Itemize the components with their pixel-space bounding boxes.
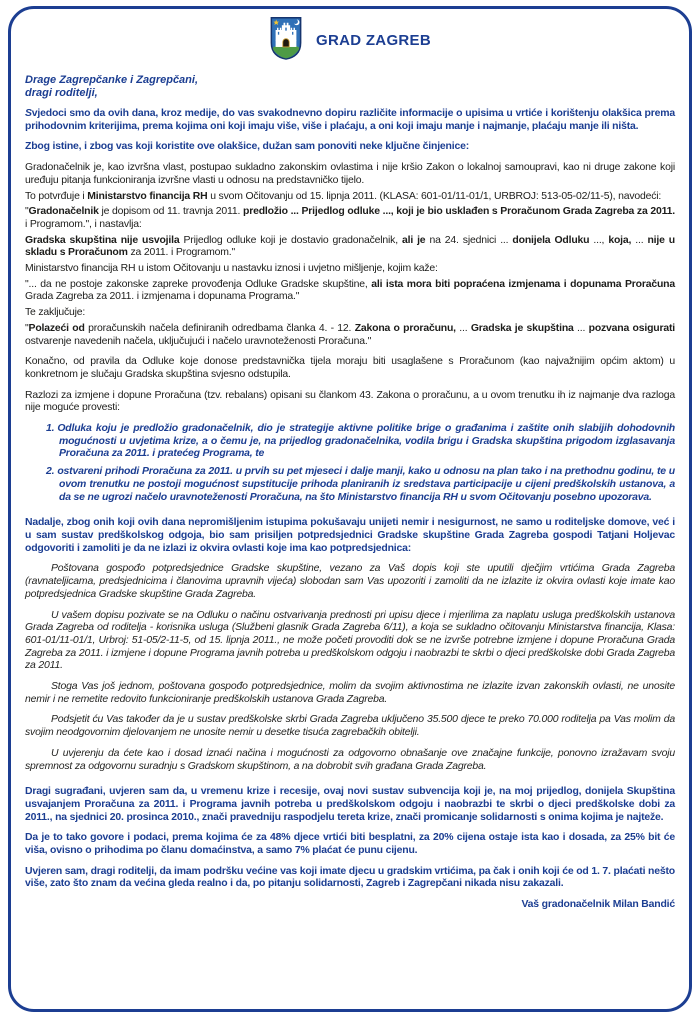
paragraph: Poštovana gospođo potpredsjednice Gradske skupštine, vezano za Vaš dopis koji ste uputili dječjim vrtićima Grada Zagreba (ravnateljicama, predsjednicima i članovima upravnih vijeća) slobodan sam Vas upozoriti i zamoliti da ne izlazite iz okvira ovlasti koje imate kao potpredsjednica Gradske skupštine Grada Zagreba. xyxy=(25,563,675,600)
paragraph: Gradonačelnik je, kao izvršna vlast, postupao sukladno zakonskim ovlastima i nije kršio Zakon o lokalnoj samoupravi, kao ni druge zakone koji uređuju pitanja funkcioniranja izvršne vlasti u odnosu na predstavničko tijelo. xyxy=(25,162,675,186)
paragraph: Podsjetit ću Vas također da je u sustav predškolske skrbi Grada Zagreba uključeno 35.500 djece te preko 70.000 roditelja pa Vas molim da svojim neodgovornim djelovanjem ne unosite nemir u desetke tisuća zagrebačkih obitelji. xyxy=(25,714,675,739)
paragraph: U vašem dopisu pozivate se na Odluku o načinu ostvarivanja prednosti pri upisu djece i mjerilima za naplatu usluga predškolskih ustanova Grada Zagreba od roditelja - korisnika usluga (Službeni glasnik Grada Zagreba 6/11), a koja se sukladno očitovanju Ministarstva financija, Klasa: 601-01/11-01/1, Urbroj: 51-05/2-11-5, od 15. lipnja 2011., ne može početi provoditi dok se ne izvrše potrebne izmjene i dopune Proračuna Grada Zagreba za 2011. i izmjene i dopune Programa javnih potreba u predškolskom odgoju i naobrazbi te skrbi o djeci predškolske dobi Grada Zagreba za 2011. xyxy=(25,609,675,672)
paragraph: Razlozi za izmjene i dopune Proračuna (tzv. rebalans) opisani su člankom 43. Zakona o proračunu, a u ovom trenutku ih iz najmanje dva razloga nije moguće provesti: xyxy=(25,389,675,414)
paragraph: Konačno, od pravila da Odluke koje donose predstavnička tijela moraju biti usaglašene s Proračunom (kao najvažnijim općim aktom) u konkretnom je slučaju Gradska skupština svjesno odstupila. xyxy=(25,356,675,380)
greeting-line-2: dragi roditelji, xyxy=(25,87,98,99)
paragraph: "Polazeći od proračunskih načela definiranih odredbama članka 4. - 12. Zakona o proračunu, ... Gradska je skupština ... pozvana osigurati ostvarenje navedenih načela, uključujući i načelo uravnoteženosti Proračuna." xyxy=(25,322,675,347)
paragraph: Ministarstvo financija RH u istom Očitovanju u nastavku iznosi i uvjetno mišljenje, kojim kaže: xyxy=(25,263,438,275)
org-title: GRAD ZAGREB xyxy=(316,31,431,49)
greeting-line-1: Drage Zagrepčanke i Zagrepčani, xyxy=(25,74,199,86)
zagreb-coat-of-arms-icon xyxy=(269,15,303,66)
list-item: 2. ostvareni prihodi Proračuna za 2011. u prvih su pet mjeseci i dalje manji, kako u odnosu na plan tako i na prethodnu godinu, te u ovom trenutku ne postoji mogućnost supstitucije prihoda planiranih iz sredstava participacije u cijeni predškolskih ustanova, a da se ne ugrozi načelo uravnoteženosti Proračuna, na što Ministarstvo financija RH u svom Očitovanju posebno upozorava. xyxy=(46,466,675,503)
paragraph: Zbog istine, i zbog vas koji koristite ove olakšice, dužan sam ponoviti neke ključne činjenice: xyxy=(25,141,470,153)
paragraph: Stoga Vas još jednom, poštovana gospođo potpredsjednice, molim da svojim aktivnostima ne izlazite izvan zakonskih ovlasti, ne unosite nemir i ne remetite redovito funkcioniranje predškolskih ustanova Grada Zagreba. xyxy=(25,681,675,705)
letter-body xyxy=(25,108,675,912)
paragraph: Uvjeren sam, dragi roditelji, da imam podršku većine vas koji imate djecu u gradskim vrtićima, pa čak i onih koji će od 1. 7. plaćati nešto više, zato što znam da većina gleda realno i da, po pitanju solidarnosti, Zagreb i Zagrepčani nikada nisu zakazali. xyxy=(25,865,675,890)
signature: Vaš gradonačelnik Milan Bandić xyxy=(521,899,675,911)
paragraph: Svjedoci smo da ovih dana, kroz medije, do vas svakodnevno dopiru različite informacije o upisima u vrtiće i korištenju olakšica prema prihodovnim kriterijima, prema kojima oni koji imaju više, više i plaćaju, a oni koji imaju manje i najmanje, plaćaju manje ili ništa. xyxy=(25,108,675,132)
paragraph: Te zaključuje: xyxy=(25,307,86,319)
paragraph: Dragi sugrađani, uvjeren sam da, u vremenu krize i recesije, ovaj novi sustav subvencija koji je, na moj prijedlog, donijela Skupština usvajanjem Proračuna za 2011. i Programa javnih potreba u predškolskom odgoju i naobrazbi te skrbi o djeci predškolske dobi za 2011., na sjednici 20. prosinca 2010., znači pravedniju raspodjelu tereta krize, znači promicanje solidarnosti s onima kojima je najteže. xyxy=(25,786,675,823)
paragraph: Da je to tako govore i podaci, prema kojima će za 48% djece vrtići biti besplatni, za 20% cijena ostaje ista kao i dosada, za 25% bit će viša, ovisno o prihodima po članu domaćinstva, a samo 7% plaćat će punu cijenu. xyxy=(25,832,675,857)
paragraph: "... da ne postoje zakonske zapreke provođenja Odluke Gradske skupštine, ali ista mora biti popraćena izmjenama i dopunama Proračuna Grada Zagreba za 2011. i izmjenama i dopunama Programa." xyxy=(25,278,675,303)
paragraph: Gradska skupština nije usvojila Prijedlog odluke koji je dostavio gradonačelnik, ali je na 24. sjednici ... donijela Odluku ..., koja, ... nije u skladu s Proračunom za 2011. i Programom." xyxy=(25,234,675,259)
letter-content xyxy=(25,12,675,915)
paragraph: To potvrđuje i Ministarstvo financija RH u svom Očitovanju od 15. lipnja 2011. (KLASA: 601-01/11-01/1, URBROJ: 513-05-02/11-5), navodeći: xyxy=(25,190,662,202)
list-marker: 2. xyxy=(46,466,55,478)
greeting xyxy=(25,74,675,100)
paragraph: Nadalje, zbog onih koji ovih dana nepromišljenim istupima pokušavaju unijeti nemir i nesigurnost, ne samo u roditeljske domove, već i u sam sustav predškolskog odgoja, bio sam prisiljen potpredsjednici Gradske skupštine Grada Zagreba gospodi Tatjani Holjevac odgovoriti i zamoliti je da ne izlazi iz okvira ovlasti koje ima kao potpredsjednica: xyxy=(25,517,675,554)
paragraph: "Gradonačelnik je dopisom od 11. travnja 2011. predložio ... Prijedlog odluke ..., koji je bio usklađen s Proračunom Grada Zagreba za 2011. i Programom.", i nastavlja: xyxy=(25,206,675,230)
paragraph: U uvjerenju da ćete kao i dosad iznaći načina i mogućnosti za odgovorno obnašanje ove značajne funkcije, ponovno izražavam svoju spremnost za odgovornu suradnju s Gradskom skupštinom, a na dobrobit svih građana Grada Zagreba. xyxy=(25,747,675,772)
header xyxy=(25,12,675,66)
list-marker: 1. xyxy=(46,423,55,435)
list-item: 1. Odluka koju je predložio gradonačelnik, dio je strategije aktivne politike brige o građanima i zaštite onih slabijih dohodovnih mogućnosti u uvjetima krize, a o čemu je, na prijedlog gradonačelnika, vodila brigu i Gradska skupština prigodom izglasavanja Proračuna za 2011. i pratećeg Programa, te xyxy=(46,423,675,460)
